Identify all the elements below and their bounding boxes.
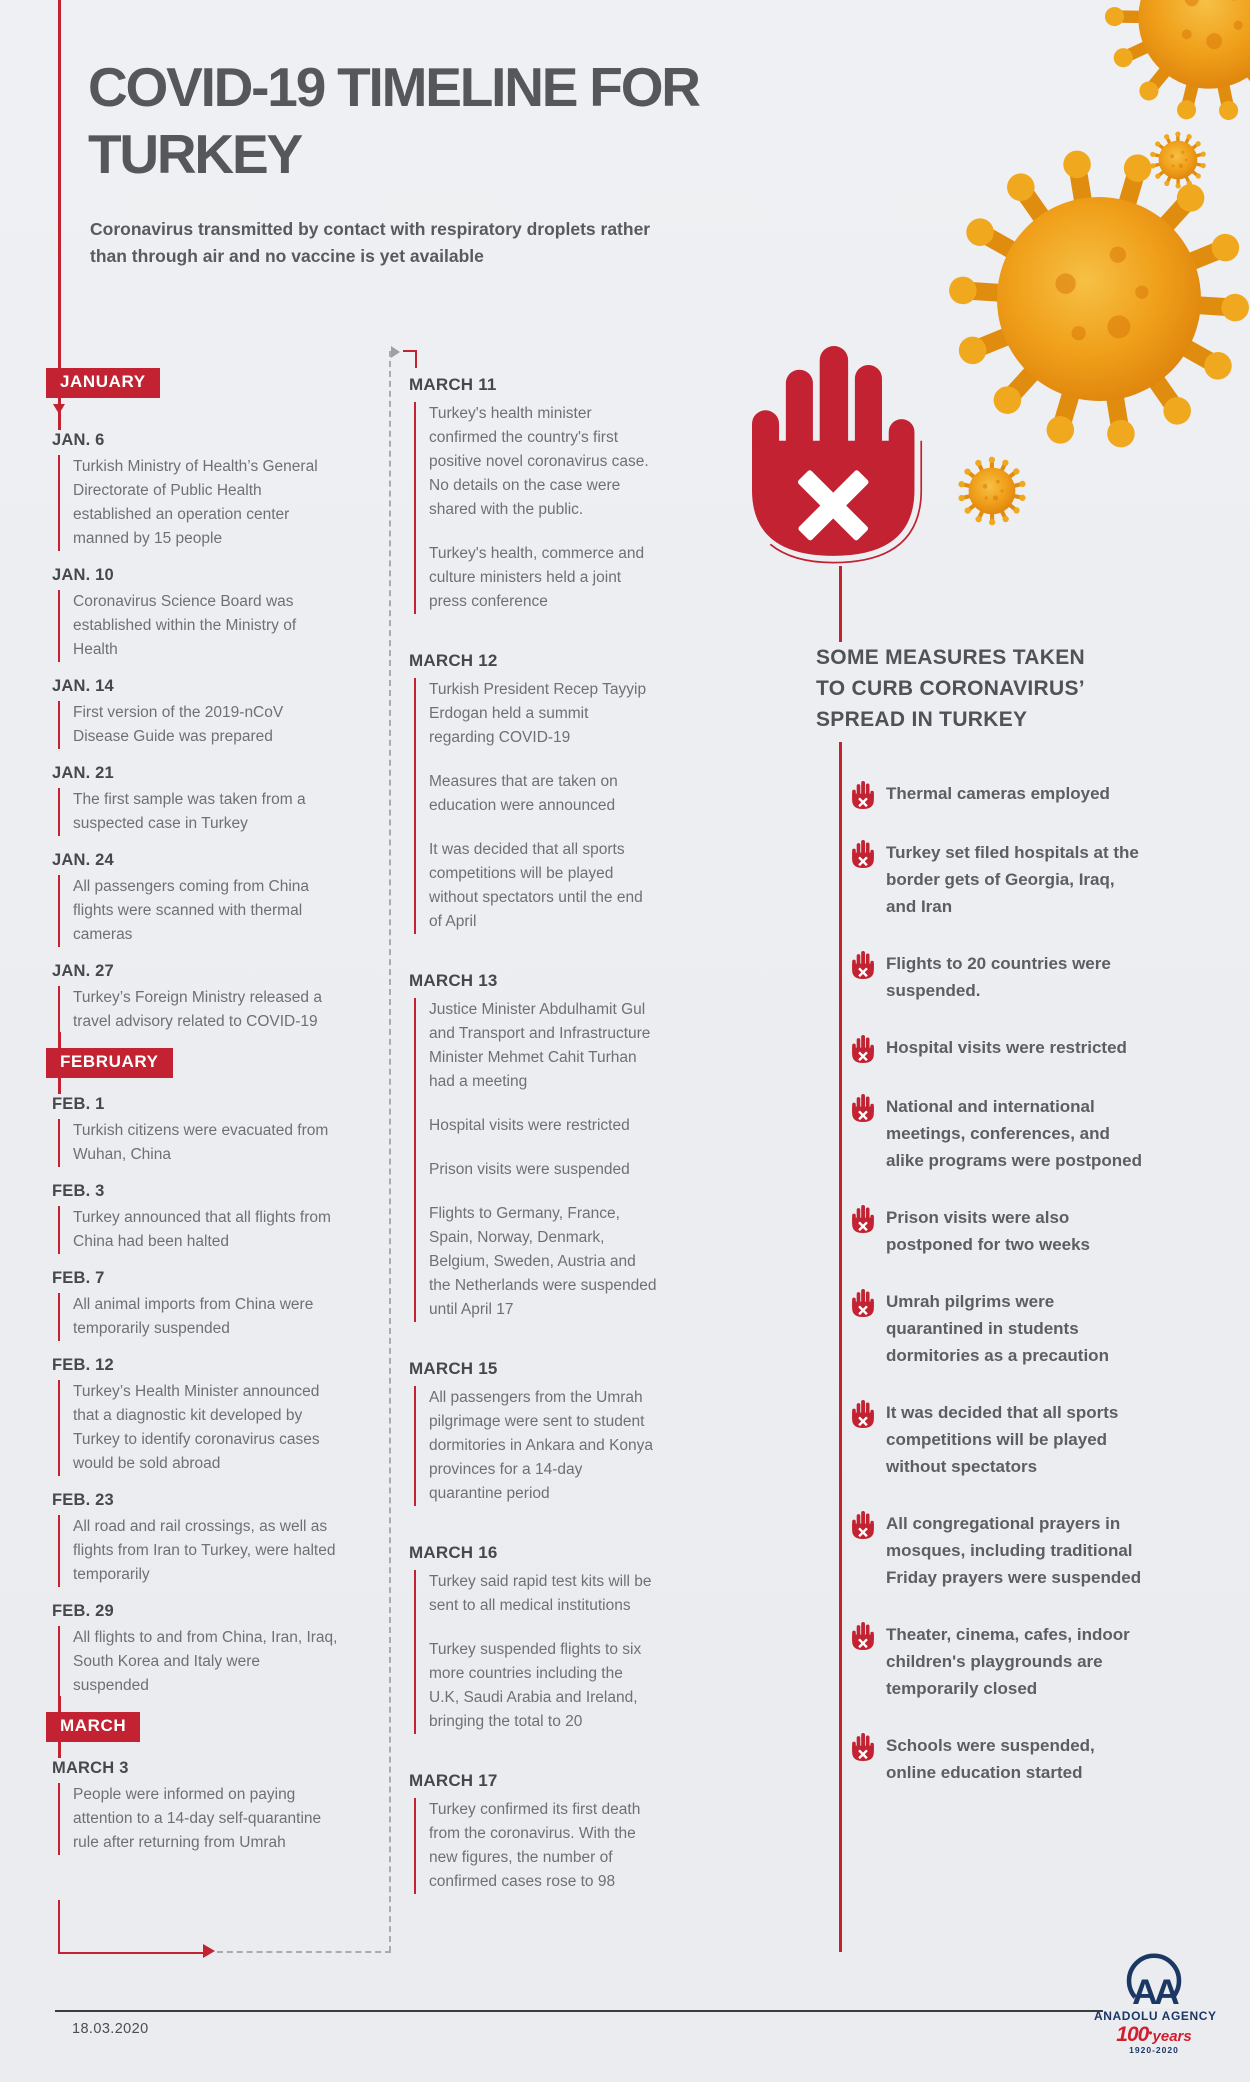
page-title-line1: COVID-19 TIMELINE FOR [88,56,699,118]
measure-text: Schools were suspended, online education started [886,1736,1095,1782]
agency-logo [1094,1952,1217,2055]
measure-text: Flights to 20 countries were suspended. [886,954,1111,1000]
timeline-event [52,1355,338,1476]
timeline-axis-line [58,0,61,404]
anniversary-dot-icon: • [1148,2026,1153,2040]
measure-item [852,780,1148,809]
event-date: FEB. 3 [52,1182,105,1200]
footer-date: 18.03.2020 [72,2021,149,2037]
event-date: FEB. 29 [52,1602,114,1620]
event-description: All road and rail crossings, as well as flights from Iran to Turkey, were halted temporarily [58,1515,338,1587]
event-date: JAN. 21 [52,764,114,782]
measure-item [852,1732,1148,1786]
measures-connector-line [839,742,842,1952]
timeline-event [52,430,338,551]
event-description: The first sample was taken from a suspected case in Turkey [58,788,338,836]
measures-list [852,780,1148,1816]
coronavirus-icon [957,456,1027,526]
measure-text: Prison visits were also postponed for two weeks [886,1208,1091,1254]
event-date: MARCH 3 [52,1759,129,1777]
timeline-arrowhead-down-icon [53,404,65,414]
agency-name: ANADOLU AGENCY [1094,2009,1217,2023]
page-title [88,54,788,188]
timeline-bottom-connector-line [58,1900,206,1954]
measure-item [852,1399,1148,1480]
measure-item [852,1621,1148,1702]
month-label: MARCH [46,1712,140,1742]
stop-hand-icon [752,346,928,569]
timeline-event [52,1601,338,1698]
timeline-column-middle [409,374,657,1930]
month-section [52,1048,338,1078]
event-description: People were informed on paying attention to a 14-day self-quarantine rule after returning from Umrah [58,1783,338,1855]
timeline-event [52,1758,338,1855]
measure-item [852,1204,1148,1258]
event-date: MARCH 15 [409,1359,498,1378]
footer-divider [55,2010,1103,2012]
event-paragraph: Turkey suspended flights to six more countries including the U.K, Saudi Arabia and Ireland, bringing the total to 20 [429,1641,642,1730]
measure-text: All congregational prayers in mosques, including traditional Friday prayers were suspended [886,1514,1142,1587]
stop-hand-icon [852,1094,874,1122]
event-paragraph: Turkey confirmed its first death from the coronavirus. With the new figures, the number of confirmed cases rose to 98 [429,1801,641,1890]
event-paragraph: Turkey said rapid test kits will be sent to all medical institutions [429,1573,652,1614]
anniversary-word: years [1152,2028,1192,2045]
measures-connector-line-top [839,566,842,642]
coronavirus-icon [924,124,1250,474]
stop-hand-icon [852,1733,874,1761]
timeline-event [52,565,338,662]
timeline-event [409,650,657,934]
anniversary-range: 1920-2020 [1129,2045,1179,2055]
measure-text: Hospital visits were restricted [886,1038,1127,1057]
timeline-event [52,961,338,1034]
measure-item [852,1093,1148,1174]
measure-item [852,839,1148,920]
timeline-corner-connector [403,350,417,368]
measure-text: Umrah pilgrims were quarantined in students dormitories as a precaution [886,1292,1109,1365]
timeline-event [409,1770,657,1894]
measure-item [852,1510,1148,1591]
timeline-event [409,970,657,1322]
page-subtitle: Coronavirus transmitted by contact with respiratory droplets rather than through air and no vaccine is yet available [90,219,651,266]
stop-hand-icon [852,781,874,809]
event-date: MARCH 13 [409,971,498,990]
stop-hand-icon [852,1289,874,1317]
event-description: Turkey announced that all flights from China had been halted [58,1206,338,1254]
dashed-connector-horizontal [217,1951,391,1953]
event-date: JAN. 10 [52,566,114,584]
event-description: Turkish citizens were evacuated from Wuhan, China [58,1119,338,1167]
stop-hand-icon [852,840,874,868]
stop-hand-icon [852,1400,874,1428]
stop-hand-icon [852,1035,874,1063]
timeline-event [52,1268,338,1341]
measure-text: Thermal cameras employed [886,784,1110,803]
stop-hand-icon [852,951,874,979]
agency-anniversary [1094,2023,1214,2046]
measure-text: National and international meetings, conferences, and alike programs were postponed [886,1097,1143,1170]
timeline-arrowhead-right-icon [203,1944,215,1958]
event-paragraph: Turkish President Recep Tayyip Erdogan held a summit regarding COVID-19 [429,681,647,746]
timeline-column-left [52,368,338,1869]
event-paragraphs [414,678,657,934]
event-date: JAN. 6 [52,431,105,449]
event-paragraph: Hospital visits were restricted [429,1117,630,1134]
event-description: First version of the 2019-nCoV Disease Guide was prepared [58,701,338,749]
event-paragraph: Measures that are taken on education were announced [429,773,618,814]
event-description: Turkish Ministry of Health’s General Directorate of Public Health established an operation center manned by 15 people [58,455,338,551]
event-paragraph: Turkey's health, commerce and culture ministers held a joint press conference [429,545,645,610]
measures-heading: SOME MEASURES TAKEN TO CURB CORONAVIRUS’ SPREAD IN TURKEY [816,646,1085,731]
timeline-event [52,1181,338,1254]
event-paragraphs [414,402,657,614]
measure-text: It was decided that all sports competitions will be played without spectators [886,1403,1119,1476]
event-date: JAN. 14 [52,677,114,695]
timeline-event [52,850,338,947]
timeline-event [52,763,338,836]
measure-item [852,1288,1148,1369]
event-date: MARCH 16 [409,1543,498,1562]
event-description: Coronavirus Science Board was established within the Ministry of Health [58,590,338,662]
event-paragraphs [414,1798,657,1894]
month-label: JANUARY [46,368,160,398]
event-description: All passengers coming from China flights were scanned with thermal cameras [58,875,338,947]
dashed-arrowhead-right-icon [391,346,400,358]
measure-item [852,1034,1148,1063]
event-paragraph: It was decided that all sports competitions will be played without spectators until the end of April [429,841,643,930]
timeline-event [52,1094,338,1167]
event-date: JAN. 27 [52,962,114,980]
stop-hand-icon [852,1205,874,1233]
event-paragraph: Prison visits were suspended [429,1161,630,1178]
event-description: All flights to and from China, Iran, Iraq, South Korea and Italy were suspended [58,1626,338,1698]
event-date: FEB. 7 [52,1269,105,1287]
event-date: FEB. 23 [52,1491,114,1509]
timeline-event [52,1490,338,1587]
event-date: MARCH 17 [409,1771,498,1790]
event-date: MARCH 12 [409,651,498,670]
event-description: All animal imports from China were temporarily suspended [58,1293,338,1341]
stop-hand-icon [852,1622,874,1650]
event-paragraph: Justice Minister Abdulhamit Gul and Transport and Infrastructure Minister Mehmet Cahit Turhan had a meeting [429,1001,651,1090]
event-date: MARCH 11 [409,375,497,394]
header [88,54,788,270]
month-section [52,368,338,414]
timeline-event [52,676,338,749]
event-paragraphs [414,1386,657,1506]
event-paragraph: All passengers from the Umrah pilgrimage were sent to student dormitories in Ankara and Konya provinces for a 14-day quarantine period [429,1389,654,1502]
anniversary-number: 100 [1116,2023,1149,2046]
event-paragraph: Flights to Germany, France, Spain, Norway, Denmark, Belgium, Sweden, Austria and the Netherlands were suspended until April 17 [429,1205,657,1318]
measure-item [852,950,1148,1004]
event-date: FEB. 1 [52,1095,105,1113]
event-paragraph: Turkey's health minister confirmed the country's first positive novel coronavirus case. No details on the case were shared with the public. [429,405,649,518]
event-description: Turkey’s Health Minister announced that a diagnostic kit developed by Turkey to identify coronavirus cases would be sold abroad [58,1380,338,1476]
event-paragraphs [414,998,657,1322]
month-section [52,1712,338,1742]
timeline-event [409,1542,657,1734]
page-title-line2: TURKEY [88,123,301,185]
event-paragraphs [414,1570,657,1734]
timeline-event [409,1358,657,1506]
event-date: FEB. 12 [52,1356,114,1374]
timeline-event [409,374,657,614]
stop-hand-icon [852,1511,874,1539]
measure-text: Turkey set filed hospitals at the border gets of Georgia, Iraq, and Iran [886,843,1139,916]
month-label: FEBRUARY [46,1048,173,1078]
svg-text:AA: AA [1132,1972,1176,2008]
event-description: Turkey’s Foreign Ministry released a travel advisory related to COVID-19 [58,986,338,1034]
event-date: JAN. 24 [52,851,114,869]
dashed-connector-vertical [389,351,391,1952]
anadolu-agency-logo-icon [1116,1952,1192,2008]
measure-text: Theater, cinema, cafes, indoor children's playgrounds are temporarily closed [886,1625,1130,1698]
